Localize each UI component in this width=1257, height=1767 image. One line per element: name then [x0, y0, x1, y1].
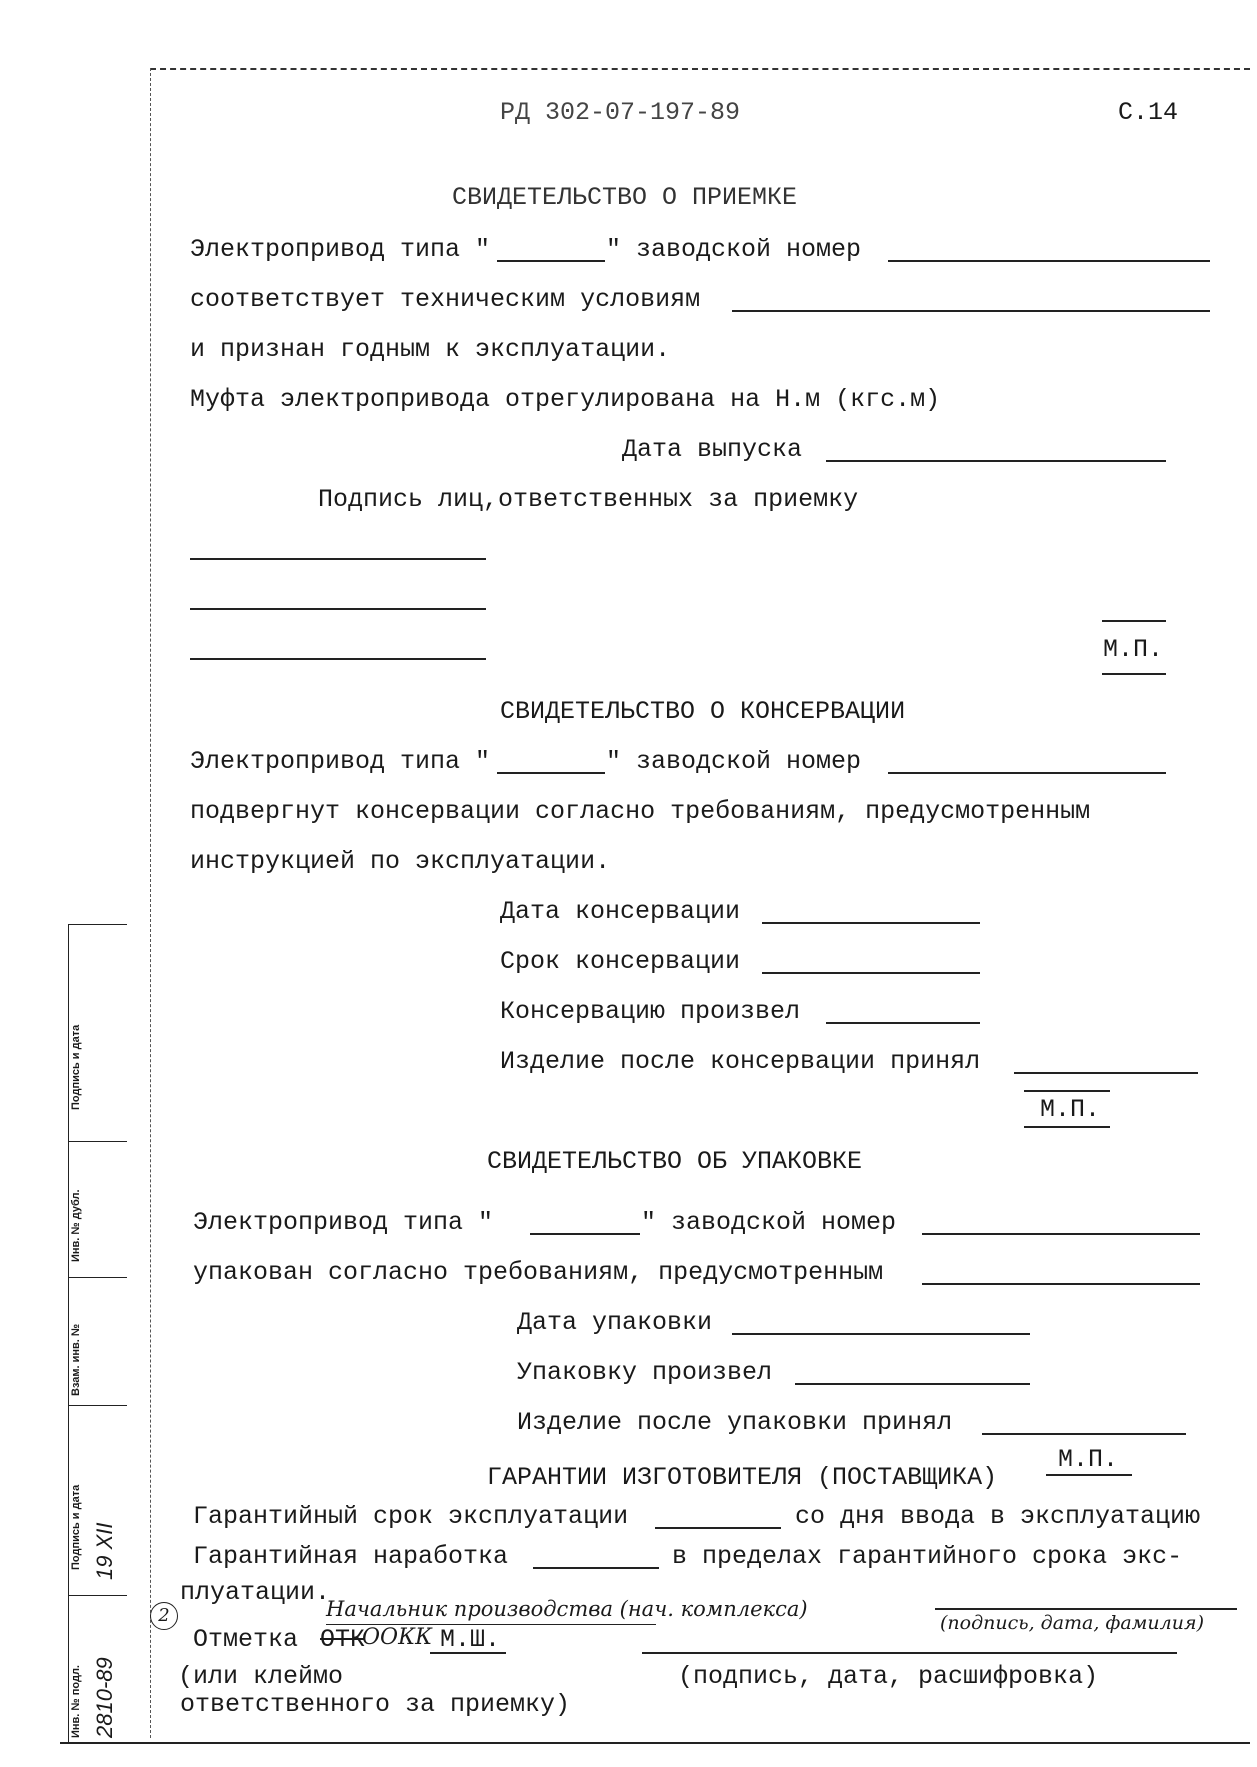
- packing-date-field: [732, 1333, 1030, 1335]
- acceptance-line-4: Муфта электропривода отрегулирована на Н.м (кгс.м): [190, 385, 941, 414]
- mark-underline: [430, 1652, 506, 1654]
- stamp-line-1: (или клеймо: [178, 1662, 344, 1691]
- conservation-type-field: [497, 772, 605, 774]
- conservation-accepted-label: Изделие после консервации принял: [500, 1047, 981, 1076]
- mark-label: Отметка: [193, 1625, 299, 1654]
- mark-handwritten: ООКК: [362, 1625, 433, 1650]
- packing-accepted-label: Изделие после упаковки принял: [517, 1408, 953, 1437]
- frame-top-border: [150, 68, 1250, 70]
- warranty-line-2a: Гарантийная наработка: [193, 1542, 509, 1571]
- signers-label: Подпись лиц,ответственных за приемку: [318, 485, 859, 514]
- circled-number: 2: [150, 1602, 178, 1630]
- packing-mp: М.П.: [1058, 1445, 1119, 1474]
- packing-req-field: [922, 1283, 1200, 1285]
- packing-line-1a: Электропривод типа ": [193, 1208, 494, 1237]
- conservation-mp: М.П.: [1040, 1095, 1101, 1124]
- frame-bottom-border: [60, 1742, 1250, 1744]
- conservation-date-field: [762, 922, 980, 924]
- handwritten-position: Начальник производства (нач. комплекса): [326, 1597, 808, 1621]
- conservation-line-3: инструкцией по эксплуатации.: [190, 847, 611, 876]
- side-label-sign-date-1: Подпись и дата: [70, 1024, 82, 1110]
- packing-serial-field: [922, 1233, 1200, 1235]
- warranty-line-3: плуатации.: [180, 1578, 331, 1607]
- conservation-mp-overline: [1024, 1090, 1110, 1092]
- side-handwritten-inv: 2810-89: [92, 1657, 117, 1738]
- release-date-label: Дата выпуска: [622, 435, 803, 464]
- side-label-inv-orig: Инв. № подл.: [70, 1665, 82, 1738]
- signature-line: [642, 1652, 1177, 1654]
- handwritten-caption: (подпись, дата, фамилия): [940, 1612, 1204, 1634]
- side-label-inv-dup: Инв. № дубл.: [70, 1189, 82, 1262]
- acceptance-tu-field: [732, 310, 1210, 312]
- side-label-replace-inv: Взам. инв. №: [70, 1323, 82, 1396]
- warranty-term-field: [655, 1527, 781, 1529]
- packing-line-1b: " заводской номер: [641, 1208, 897, 1237]
- conservation-term-field: [762, 972, 980, 974]
- signature-top-line: [935, 1608, 1237, 1610]
- acceptance-serial-field: [888, 260, 1210, 262]
- acceptance-line-2: соответствует техническим условиям: [190, 285, 701, 314]
- warranty-line-1a: Гарантийный срок эксплуатации: [193, 1502, 629, 1531]
- acceptance-type-field: [497, 260, 605, 262]
- packing-type-field: [530, 1233, 640, 1235]
- signer-line-3: [190, 658, 486, 660]
- signer-line-1: [190, 558, 486, 560]
- warranty-line-1b: со дня ввода в эксплуатацию: [795, 1502, 1201, 1531]
- acceptance-mp: М.П.: [1103, 635, 1164, 664]
- page-number: С.14: [1118, 98, 1179, 127]
- signer-line-2: [190, 608, 486, 610]
- conservation-accepted-field: [1014, 1072, 1198, 1074]
- mark-struck-text: ОТК: [320, 1625, 366, 1654]
- conservation-doneby-label: Консервацию произвел: [500, 997, 801, 1026]
- conservation-mp-underline: [1024, 1126, 1110, 1128]
- conservation-date-label: Дата консервации: [500, 897, 741, 926]
- stamp-line-2: ответственного за приемку): [180, 1690, 571, 1719]
- frame-left-border: [150, 68, 151, 1738]
- conservation-line-1a: Электропривод типа ": [190, 747, 491, 776]
- packing-mp-underline: [1046, 1474, 1132, 1476]
- conservation-serial-field: [888, 772, 1166, 774]
- warranty-hours-field: [533, 1567, 659, 1569]
- side-handwritten-date: 19 XII: [92, 1522, 117, 1580]
- signature-caption: (подпись, дата, расшифровка): [678, 1662, 1099, 1691]
- side-label-sign-date-2: Подпись и дата: [70, 1484, 82, 1570]
- acceptance-line-1b: " заводской номер: [606, 235, 862, 264]
- conservation-doneby-field: [826, 1022, 980, 1024]
- warranty-title: ГАРАНТИИ ИЗГОТОВИТЕЛЯ (ПОСТАВЩИКА): [487, 1463, 998, 1492]
- conservation-title: СВИДЕТЕЛЬСТВО О КОНСЕРВАЦИИ: [500, 697, 906, 726]
- packing-line-2: упакован согласно требованиям, предусмотренным: [193, 1258, 884, 1287]
- acceptance-title: СВИДЕТЕЛЬСТВО О ПРИЕМКЕ: [452, 183, 798, 212]
- acceptance-line-3: и признан годным к эксплуатации.: [190, 335, 671, 364]
- acceptance-mp-overline: [1102, 620, 1166, 622]
- packing-accepted-field: [982, 1433, 1186, 1435]
- mark-value: М.Ш.: [440, 1625, 501, 1654]
- packing-doneby-field: [795, 1383, 1030, 1385]
- document-code: РД 302-07-197-89: [500, 98, 741, 127]
- warranty-line-2b: в пределах гарантийного срока экс-: [672, 1542, 1183, 1571]
- conservation-term-label: Срок консервации: [500, 947, 741, 976]
- conservation-line-1b: " заводской номер: [606, 747, 862, 776]
- packing-title: СВИДЕТЕЛЬСТВО ОБ УПАКОВКЕ: [487, 1147, 863, 1176]
- acceptance-mp-underline: [1102, 673, 1166, 675]
- acceptance-line-1a: Электропривод типа ": [190, 235, 491, 264]
- conservation-line-2: подвергнут консервации согласно требованиям, предусмотренным: [190, 797, 1091, 826]
- release-date-field: [826, 460, 1166, 462]
- packing-doneby-label: Упаковку произвел: [517, 1358, 773, 1387]
- packing-date-label: Дата упаковки: [517, 1308, 713, 1337]
